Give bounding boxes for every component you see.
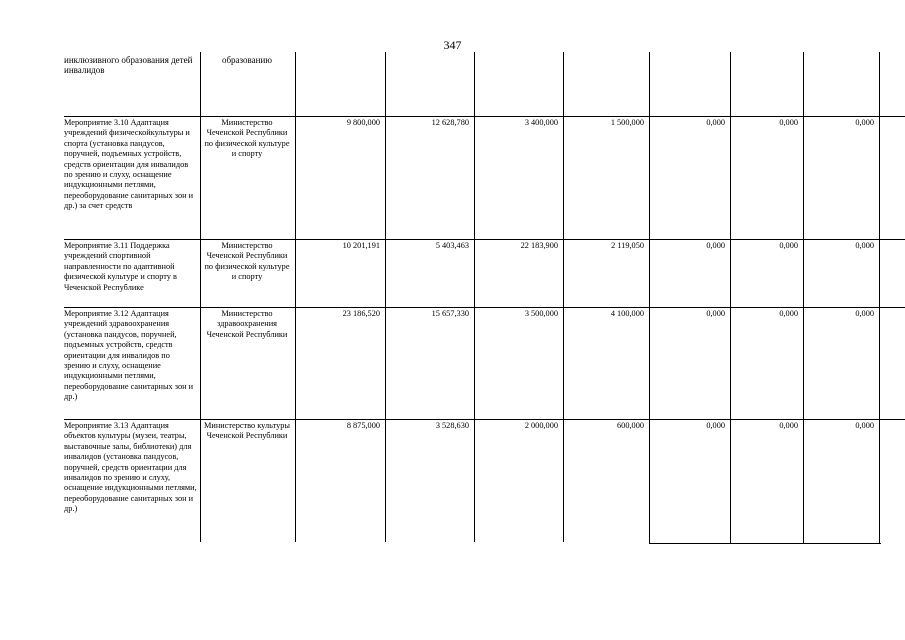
table-cell-value: 0,000	[855, 241, 874, 250]
table-border	[64, 116, 905, 117]
table-cell-value: 10 201,191	[342, 241, 380, 250]
table-cell-value: 4 100,000	[610, 309, 644, 318]
table-cell-value: 3 400,000	[524, 118, 558, 127]
table-cell-value: 12 628,780	[431, 118, 469, 127]
table-row-responsible: Министерство здравоохранения Чеченской Республики	[206, 309, 288, 339]
table-row-responsible: Министерство Чеченской Республики по физической культуре и спорту	[204, 118, 290, 159]
table-cell-value: 2 119,050	[611, 241, 644, 250]
table-border	[803, 52, 804, 544]
table-cell-value: 3 528,630	[435, 421, 469, 430]
table-row-responsible: Министерство Чеченской Республики по физической культуре и спорту	[204, 241, 290, 282]
prev-row-name: инклюзивного образования детей инвалидов	[64, 55, 193, 76]
table-cell-value: 0,000	[779, 118, 798, 127]
table-border	[200, 52, 201, 542]
table-border	[64, 239, 905, 240]
prev-row-responsible: образованию	[221, 55, 273, 65]
table-border	[64, 419, 905, 420]
table-cell-value: 0,000	[855, 309, 874, 318]
table-cell-value: 3 500,000	[524, 309, 558, 318]
table-cell-value: 1 500,000	[610, 118, 644, 127]
table-border	[730, 52, 731, 544]
table-row-name: Мероприятие 3.11 Поддержка учреждений спортивной направленности по адаптивной физической культуре и спорту в Чеченской Республике	[64, 241, 177, 292]
table-cell-value: 0,000	[706, 241, 725, 250]
table-border	[385, 52, 386, 542]
table-cell-value: 23 186,520	[342, 309, 380, 318]
table-cell-value: 600,000	[617, 421, 644, 430]
table-cell-value: 0,000	[706, 309, 725, 318]
table-row-responsible: Министерство культуры Чеченской Республики	[204, 421, 290, 441]
table-cell-value: 0,000	[706, 421, 725, 430]
table-border	[649, 52, 650, 544]
table-border	[64, 307, 905, 308]
table-border	[563, 52, 564, 542]
table-row-name: Мероприятие 3.10 Адаптация учреждений физическойкультуры и спорта (установка пандусов, поручней, подъемных устройств, средств ориентации для инвалидов по зрению и слуху, оснащение индукционными петлями, переоборудование санитарных зон и др.) за счет средств	[64, 118, 194, 211]
table-cell-value: 2 000,000	[524, 421, 558, 430]
table-cell-value: 15 657,330	[431, 309, 469, 318]
table-cell-value: 0,000	[779, 241, 798, 250]
table-border	[295, 52, 296, 542]
table-border	[879, 52, 880, 544]
table-row-name: Мероприятие 3.13 Адаптация объектов культуры (музеи, театры, выставочные залы, библиотеки) для инвалидов (установка пандусов, поручней, средств ориентации для инвалидов по зрению и слуху, оснащение индукционными петлями, переоборудование санитарных зон и др.)	[64, 421, 197, 514]
table-cell-value: 0,000	[779, 421, 798, 430]
table-cell-value: 8 875,000	[346, 421, 380, 430]
page-number: 347	[443, 38, 462, 52]
table-cell-value: 0,000	[855, 421, 874, 430]
table-cell-value: 0,000	[706, 118, 725, 127]
table-border	[474, 52, 475, 542]
table-cell-value: 0,000	[779, 309, 798, 318]
table-cell-value: 22 183,900	[520, 241, 558, 250]
table-row-name: Мероприятие 3.12 Адаптация учреждений здравоохранения (установка пандусов, поручней, подъемных устройств, средств ориентации для инвалидов по зрению и слуху, оснащение индукционными петлями, переоборудование санитарных зон и др.)	[64, 309, 194, 402]
table-cell-value: 9 800,000	[346, 118, 380, 127]
table-cell-value: 0,000	[855, 118, 874, 127]
table-border	[649, 543, 881, 544]
table-cell-value: 5 403,463	[435, 241, 469, 250]
